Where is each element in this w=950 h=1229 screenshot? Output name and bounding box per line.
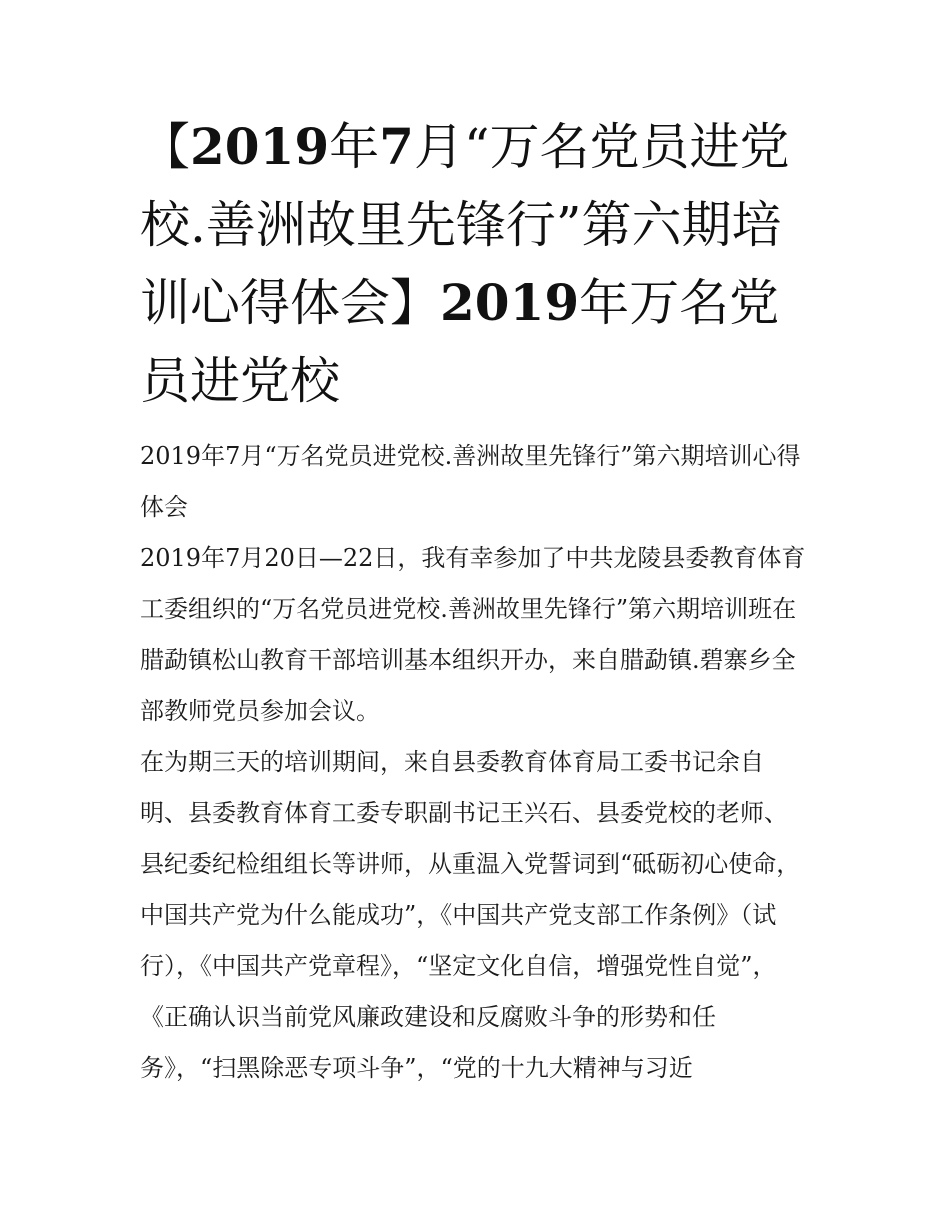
- paragraph-intro: 2019年7月20日—22日，我有幸参加了中共龙陵县委教育体育工委组织的“万名党员进党校.善洲故里先锋行”第六期培训班在腊勐镇松山教育干部培训基本组织开办，来自腊勐镇.碧寨乡全部教师党员参加会议。: [140, 544, 806, 725]
- title-tail-text: 年万名党员进党校: [140, 274, 780, 410]
- title-year-unit: 年: [329, 118, 380, 176]
- paragraph-subtitle: 2019年7月“万名党员进党校.善洲故里先锋行”第六期培训心得体会: [140, 442, 801, 521]
- title-bracket-open: 【: [140, 118, 190, 176]
- title-year-second: 2019: [440, 273, 580, 332]
- document-body: [140, 431, 810, 1094]
- document-title: [140, 108, 820, 420]
- paragraph-training-content: 在为期三天的培训期间，来自县委教育体育局工委书记余自明、县委教育体育工委专职副书记王兴石、县委党校的老师、县纪委纪检组组长等讲师，从重温入党誓词到“砥砺初心使命，中国共产党为什么能成功”，《中国共产党支部工作条例》（试行），《中国共产党章程》，“坚定文化自信，增强党性自觉”，《正确认识当前党风廉政建设和反腐败斗争的形势和任务》，“扫黑除恶专项斗争”，“党的十九大精神与习近: [140, 748, 801, 1082]
- title-year: 2019: [190, 117, 330, 176]
- title-month: 7: [379, 117, 414, 176]
- title-main-text: 月“万名党员进党校.善洲故里先锋行”第六期培训心得体会】: [140, 118, 790, 332]
